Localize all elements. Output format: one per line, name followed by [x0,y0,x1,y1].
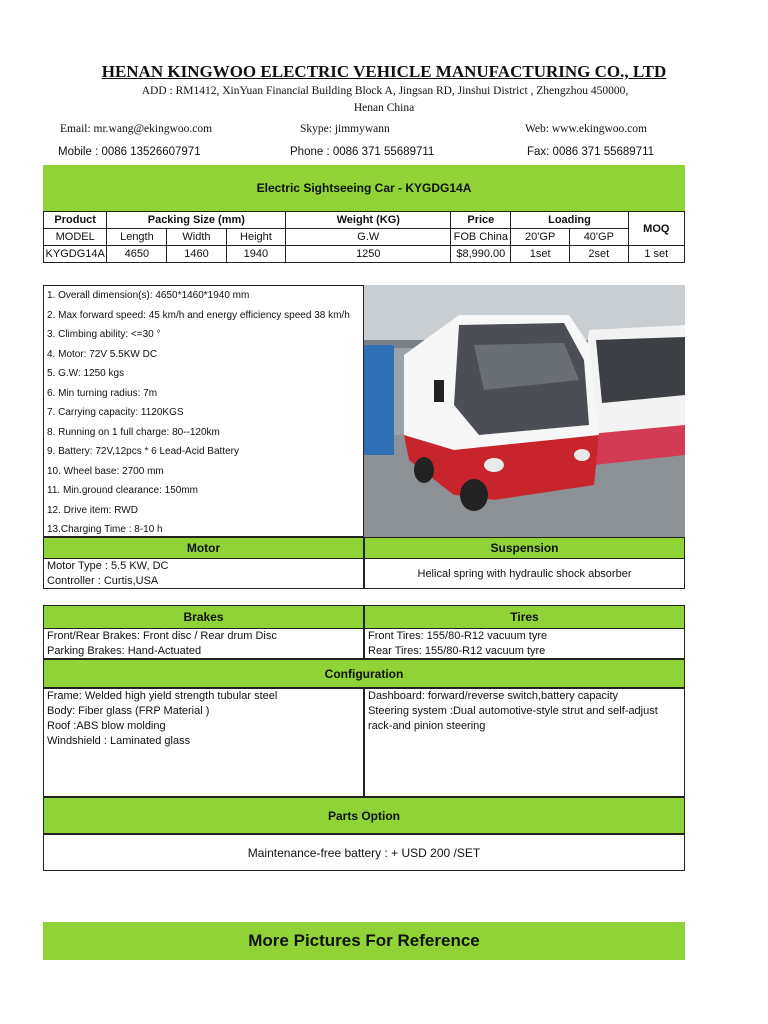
config-item: Steering system :Dual automotive-style strut and self-adjust [368,705,658,717]
spec-item: 9. Battery: 72V,12pcs * 6 Lead-Acid Battery [47,446,239,457]
suspension-text: Helical spring with hydraulic shock absorber [417,568,632,580]
motor-type: Motor Type : 5.5 KW, DC [47,560,169,572]
motor-section [43,537,364,589]
spec-item: 10. Wheel base: 2700 mm [47,465,164,477]
value-40gp: 2set [569,246,628,263]
sub-40gp: 40'GP [569,229,628,246]
sub-fob: FOB China [451,229,511,246]
spec-item: 2. Max forward speed: 45 km/h and energy efficiency speed 38 km/h [47,309,350,321]
suspension-title: Suspension [365,538,684,559]
header-loading: Loading [511,212,628,229]
sightseeing-car-illustration [364,285,685,537]
sub-gw: G.W [286,229,451,246]
more-pictures-band [43,922,685,960]
parts-text: Maintenance-free battery : + USD 200 /SET [247,846,481,860]
product-title-band [43,165,685,211]
value-moq: 1 set [628,246,684,263]
header-product: Product [44,212,107,229]
product-title: Electric Sightseeing Car - KYGDG14A [256,181,472,195]
config-item: Body: Fiber glass (FRP Material ) [47,705,210,717]
value-20gp: 1set [511,246,570,263]
phone-text: Phone : 0086 371 55689711 [290,146,435,158]
config-item: Roof :ABS blow molding [47,720,166,732]
skype-text: Skype: jimmywann [300,123,390,135]
value-gw: 1250 [286,246,451,263]
value-price: $8,990.00 [451,246,511,263]
parts-row [43,834,685,871]
config-item: Dashboard: forward/reverse switch,battery capacity [368,690,619,702]
spec-item: 6. Min turning radius: 7m [47,387,158,399]
spec-item: 3. Climbing ability: <=30 ° [47,329,161,340]
configuration-title: Configuration [43,659,685,688]
sub-model: MODEL [44,229,107,246]
tires-front: Front Tires: 155/80-R12 vacuum tyre [368,630,548,642]
spec-item: 13.Charging Time : 8-10 h [47,524,163,535]
config-item: Windshield : Laminated glass [47,735,191,747]
spec-item: 1. Overall dimension(s): 4650*1460*1940 mm [47,290,250,301]
company-name: HENAN KINGWOO ELECTRIC VEHICLE MANUFACTURING CO., LTD [101,62,667,81]
config-item: rack-and pinion steering [368,720,486,732]
sub-length: Length [107,229,167,246]
tires-title: Tires [365,606,684,629]
value-length: 4650 [107,246,167,263]
value-height: 1940 [226,246,286,263]
brakes-front-rear: Front/Rear Brakes: Front disc / Rear drum Disc [47,630,277,642]
mobile-text: Mobile : 0086 13526607971 [58,146,201,158]
email-text: Email: mr.wang@ekingwoo.com [60,123,213,135]
sub-width: Width [167,229,226,246]
motor-controller: Controller : Curtis,USA [47,575,159,587]
company-address-city: Henan China [353,102,415,114]
spec-item: 7. Carrying capacity: 1120KGS [47,407,184,418]
tires-section [364,605,685,659]
sub-height: Height [226,229,286,246]
header-packing: Packing Size (mm) [107,212,286,229]
header-moq: MOQ [628,212,684,246]
brakes-section [43,605,364,659]
parts-title: Parts Option [43,797,685,834]
spec-list [43,285,364,537]
motor-title: Motor [44,538,363,559]
suspension-section [364,537,685,589]
spec-item: 12. Drive item: RWD [47,504,138,516]
header-weight: Weight (KG) [286,212,451,229]
spec-item: 4. Motor: 72V 5.5KW DC [47,348,158,360]
car-photo [364,285,685,537]
company-address: ADD : RM1412, XinYuan Financial Building Block A, Jingsan RD, Jinshui District , Zhengzhou 450000, [141,85,629,97]
header-price: Price [451,212,511,229]
more-pictures-title: More Pictures For Reference [248,931,480,950]
tires-rear: Rear Tires: 155/80-R12 vacuum tyre [368,645,546,657]
spec-item: 5. G.W: 1250 kgs [47,368,125,379]
spec-item: 8. Running on 1 full charge: 80--120km [47,426,220,438]
configuration-right [364,688,685,797]
sub-20gp: 20'GP [511,229,570,246]
fax-text: Fax: 0086 371 55689711 [527,146,655,158]
brakes-parking: Parking Brakes: Hand-Actuated [47,645,202,657]
config-item: Frame: Welded high yield strength tubular steel [47,690,278,702]
spec-item: 11. Min.ground clearance: 150mm [47,485,199,496]
value-width: 1460 [167,246,226,263]
configuration-left [43,688,364,797]
value-model: KYGDG14A [44,246,107,263]
product-table [43,211,685,263]
brakes-title: Brakes [44,606,363,629]
web-text: Web: www.ekingwoo.com [525,123,647,135]
